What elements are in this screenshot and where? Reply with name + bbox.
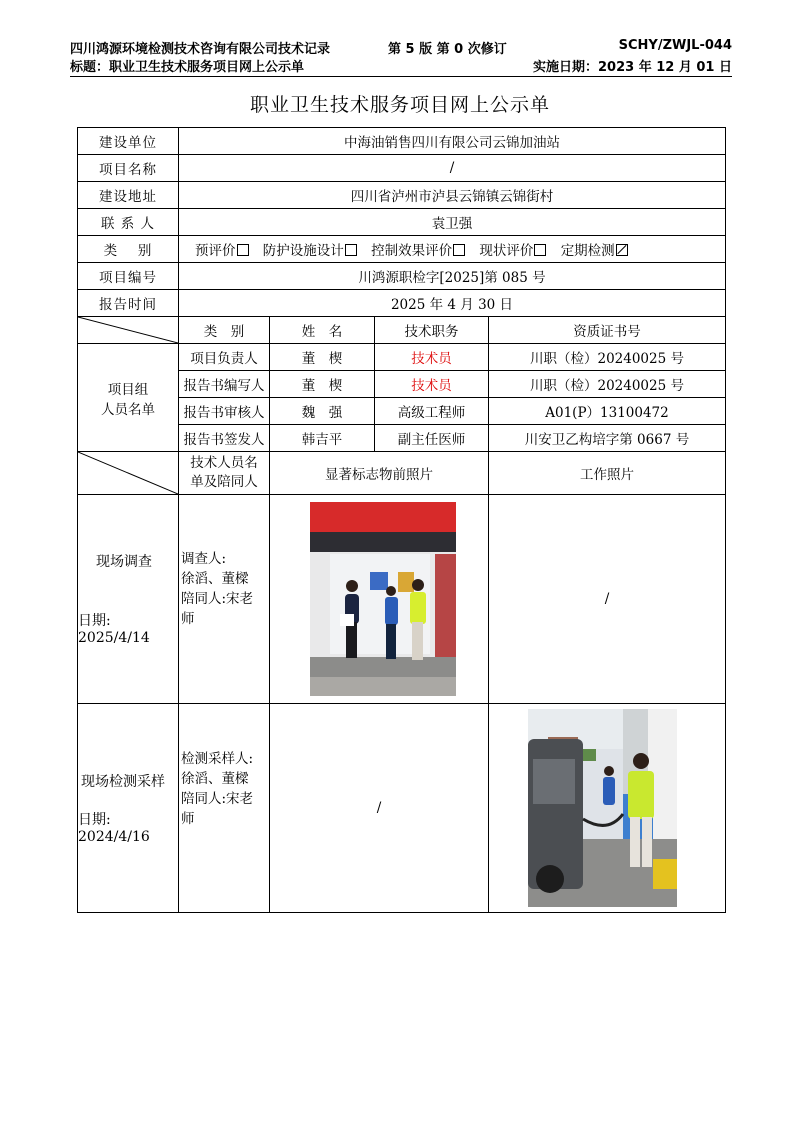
sampling-date-label: 日期:	[78, 812, 111, 828]
survey-staff-names: 徐滔、董樑	[181, 571, 249, 587]
header-effective-date: 实施日期：2023 年 12 月 01 日	[533, 60, 732, 75]
category-option-pre-eval: 预评价	[195, 243, 259, 259]
category-option-control-eval: 控制效果评价	[371, 243, 475, 259]
row-contact	[78, 209, 726, 236]
project-label: 项目名称	[78, 155, 179, 182]
disclosure-table	[77, 127, 726, 913]
survey-date: 2025/4/14	[78, 630, 150, 646]
checkbox-control-eval	[453, 244, 465, 256]
contact-value: 袁卫强	[179, 209, 726, 236]
photo-header-row	[78, 452, 726, 495]
sampling-landmark-photo: /	[270, 704, 489, 913]
category-option-status-eval: 现状评价	[479, 243, 556, 259]
staff-role: 项目负责人	[179, 344, 270, 371]
staff-role: 报告书签发人	[179, 425, 270, 452]
diagonal-line	[78, 317, 178, 343]
staff-title: 技术员	[375, 344, 489, 371]
row-number	[78, 263, 726, 290]
sampling-staff-cell	[179, 704, 270, 913]
staff-role: 报告书审核人	[179, 398, 270, 425]
survey-label-cell	[78, 495, 179, 704]
col-title: 技术职务	[375, 317, 489, 344]
sampling-date: 2024/4/16	[78, 829, 150, 845]
survey-companion: 陪同人:宋老	[181, 591, 254, 607]
row-time	[78, 290, 726, 317]
row-address	[78, 182, 726, 209]
staff-name: 董 楔	[270, 371, 375, 398]
staff-cert: A01(P）13100472	[489, 398, 726, 425]
row-category	[78, 236, 726, 263]
category-options	[179, 236, 726, 263]
staff-cert: 川职（检）20240025 号	[489, 371, 726, 398]
row-unit	[78, 128, 726, 155]
sampling-label: 现场检测采样	[81, 774, 165, 790]
unit-label: 建设单位	[78, 128, 179, 155]
checkbox-protection-design	[345, 244, 357, 256]
sampling-staff-label: 检测采样人:	[181, 751, 254, 767]
survey-label: 现场调查	[96, 554, 152, 570]
diagonal-cell	[78, 317, 179, 344]
survey-staff-cell	[179, 495, 270, 704]
survey-row	[78, 495, 726, 704]
checkbox-periodic	[616, 244, 628, 256]
category-option-periodic: 定期检测	[561, 243, 628, 259]
staff-name: 韩吉平	[270, 425, 375, 452]
fuel-sampling-work-photo	[528, 709, 677, 907]
sampling-row	[78, 704, 726, 913]
checkbox-pre-eval	[237, 244, 249, 256]
survey-date-label: 日期:	[78, 613, 111, 629]
diagonal-cell-2	[78, 452, 179, 495]
sampling-label-cell	[78, 704, 179, 913]
row-project	[78, 155, 726, 182]
staff-title: 高级工程师	[375, 398, 489, 425]
header-row-2	[70, 56, 732, 77]
col-landmark-photo: 显著标志物前照片	[270, 452, 489, 495]
col-name: 姓 名	[270, 317, 375, 344]
page-title: 职业卫生技术服务项目网上公示单	[249, 94, 550, 116]
staff-header-row	[78, 317, 726, 344]
time-label: 报告时间	[78, 290, 179, 317]
staff-cert: 川职（检）20240025 号	[489, 344, 726, 371]
survey-companion-cont: 师	[181, 611, 195, 627]
header-company: 四川鸿源环境检测技术咨询有限公司技术记录	[70, 42, 331, 57]
unit-value: 中海油销售四川有限公司云锦加油站	[179, 128, 726, 155]
staff-group-label: 项目组 人员名单	[78, 344, 179, 452]
header-version: 第 5 版 第 0 次修订	[388, 42, 507, 57]
survey-work-photo: /	[489, 495, 726, 704]
contact-label: 联 系 人	[78, 209, 179, 236]
number-label: 项目编号	[78, 263, 179, 290]
table-row	[78, 344, 726, 371]
sampling-work-photo-cell	[489, 704, 726, 913]
category-label: 类 别	[78, 236, 179, 263]
category-option-protection-design: 防护设施设计	[263, 243, 367, 259]
staff-title: 技术员	[375, 371, 489, 398]
staff-name: 董 楔	[270, 344, 375, 371]
address-value: 四川省泸州市泸县云锦镇云锦街村	[179, 182, 726, 209]
header-subject: 标题：职业卫生技术服务项目网上公示单	[70, 60, 305, 75]
col-staff-companions: 技术人员名 单及陪同人	[179, 452, 270, 495]
survey-staff-label: 调查人:	[181, 551, 227, 567]
survey-landmark-photo-cell	[270, 495, 489, 704]
header-code: SCHY/ZWJL-044	[618, 38, 732, 53]
staff-name: 魏 强	[270, 398, 375, 425]
col-category: 类 别	[179, 317, 270, 344]
col-work-photo: 工作照片	[489, 452, 726, 495]
address-label: 建设地址	[78, 182, 179, 209]
sampling-staff-names: 徐滔、董樑	[181, 771, 249, 787]
staff-role: 报告书编写人	[179, 371, 270, 398]
diagonal-line-2	[78, 452, 178, 494]
col-cert: 资质证书号	[489, 317, 726, 344]
staff-title: 副主任医师	[375, 425, 489, 452]
sampling-companion-cont: 师	[181, 811, 195, 827]
number-value: 川鸿源职检字[2025]第 085 号	[179, 263, 726, 290]
gas-station-landmark-photo	[310, 502, 456, 696]
staff-cert: 川安卫乙构培字第 0667 号	[489, 425, 726, 452]
project-value: /	[179, 155, 726, 182]
sampling-companion: 陪同人:宋老	[181, 791, 254, 807]
time-value: 2025 年 4 月 30 日	[179, 290, 726, 317]
checkbox-status-eval	[534, 244, 546, 256]
